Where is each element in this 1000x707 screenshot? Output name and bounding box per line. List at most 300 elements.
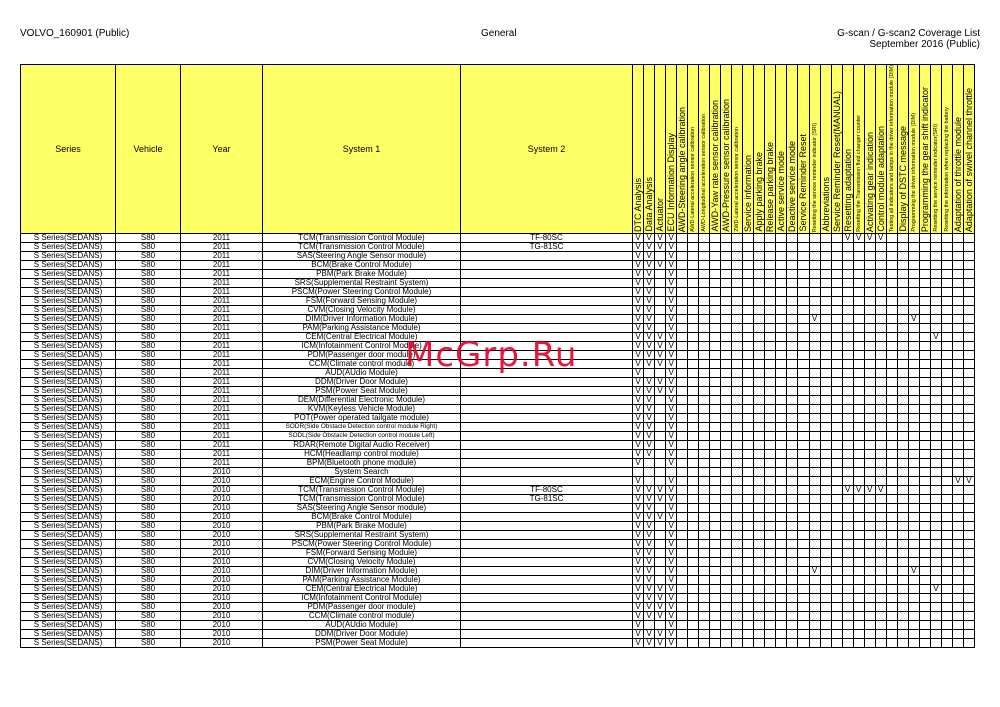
support-cell-empty [798,260,809,269]
support-cell-empty [787,629,798,638]
cell-system1: PBM(Park Brake Module) [263,521,461,530]
table-row [21,602,975,611]
support-cell-empty [677,458,688,467]
support-cell-empty [688,287,699,296]
support-cell-empty [897,251,908,260]
support-check-mark: V [666,557,677,566]
support-cell-empty [710,332,721,341]
support-check-mark: V [666,413,677,422]
support-cell-empty [754,377,765,386]
support-cell-empty [886,629,897,638]
support-check-mark: V [644,269,655,278]
support-cell-empty [908,521,919,530]
support-cell-empty [754,305,765,314]
support-check-mark: V [633,638,644,647]
support-cell-empty [941,404,952,413]
support-cell-empty [765,305,776,314]
support-check-mark: V [666,593,677,602]
support-cell-empty [710,251,721,260]
support-cell-empty [930,593,941,602]
support-cell-empty [963,422,974,431]
cell-system2 [461,467,633,476]
support-cell-empty [798,620,809,629]
support-cell-empty [853,377,864,386]
support-cell-empty [875,386,886,395]
cell-year: 2011 [181,260,263,269]
cell-year: 2010 [181,557,263,566]
cell-system2 [461,548,633,557]
support-cell-empty [732,620,743,629]
support-cell-empty [743,404,754,413]
support-cell-empty [952,611,963,620]
support-cell-empty [710,368,721,377]
support-cell-empty [853,422,864,431]
support-cell-empty [963,494,974,503]
support-check-mark: V [666,296,677,305]
support-cell-empty [897,458,908,467]
cell-year: 2010 [181,629,263,638]
cell-series: S Series(SEDANS) [21,575,116,584]
support-check-mark: V [666,323,677,332]
support-check-mark: V [666,305,677,314]
support-check-mark: V [666,566,677,575]
support-cell-empty [930,476,941,485]
support-cell-empty [710,593,721,602]
support-cell-empty [809,269,820,278]
support-cell-empty [743,575,754,584]
support-cell-empty [842,341,853,350]
support-cell-empty [952,314,963,323]
support-cell-empty [908,638,919,647]
cell-system1: PBM(Park Brake Module) [263,269,461,278]
cell-system2 [461,260,633,269]
col-header-function-label: ECU Information Display [666,133,677,232]
table-row [21,332,975,341]
cell-system2 [461,350,633,359]
support-cell-empty [853,269,864,278]
support-cell-empty [699,296,710,305]
support-cell-empty [721,359,732,368]
cell-series: S Series(SEDANS) [21,260,116,269]
support-cell-empty [787,467,798,476]
col-header-function [963,65,974,234]
support-cell-empty [897,359,908,368]
support-cell-empty [721,377,732,386]
support-cell-empty [743,395,754,404]
support-cell-empty [820,620,831,629]
support-cell-empty [688,539,699,548]
support-cell-empty [952,332,963,341]
cell-system2 [461,359,633,368]
support-cell-empty [721,557,732,566]
cell-year: 2011 [181,341,263,350]
support-cell-empty [765,494,776,503]
support-cell-empty [963,359,974,368]
support-cell-empty [798,269,809,278]
support-cell-empty [897,269,908,278]
support-cell-empty [809,332,820,341]
cell-vehicle: S80 [116,602,181,611]
support-cell-empty [677,386,688,395]
cell-series: S Series(SEDANS) [21,449,116,458]
support-cell-empty [732,377,743,386]
cell-vehicle: S80 [116,359,181,368]
col-header-function [842,65,853,234]
support-check-mark: V [644,485,655,494]
support-cell-empty [941,638,952,647]
support-cell-empty [842,467,853,476]
col-header-function-label: Programming the gear shift indicator [919,86,930,232]
col-header-function-label: Service Reminder Reset(MANUAL) [831,90,842,232]
support-cell-empty [776,395,787,404]
support-cell-empty [721,314,732,323]
support-cell-empty [688,476,699,485]
cell-system2 [461,593,633,602]
support-cell-empty [941,350,952,359]
support-cell-empty [732,395,743,404]
support-cell-empty [820,305,831,314]
support-cell-empty [919,287,930,296]
cell-year: 2010 [181,611,263,620]
col-header-function-label: Abbreviations [820,177,831,232]
support-check-mark: V [644,539,655,548]
support-cell-empty [952,242,963,251]
support-cell-empty [710,458,721,467]
support-cell-empty [743,314,754,323]
support-cell-empty [732,368,743,377]
table-row [21,593,975,602]
support-cell-empty [754,350,765,359]
support-cell-empty [820,512,831,521]
support-cell-empty [809,278,820,287]
support-cell-empty [710,476,721,485]
support-cell-empty [963,467,974,476]
support-cell-empty [688,584,699,593]
support-cell-empty [688,395,699,404]
table-row [21,287,975,296]
support-cell-empty [765,584,776,593]
support-cell-empty [809,584,820,593]
support-cell-empty [875,584,886,593]
support-cell-empty [908,359,919,368]
cell-vehicle: S80 [116,233,181,242]
support-cell-empty [655,620,666,629]
support-cell-empty [941,395,952,404]
support-cell-empty [765,278,776,287]
support-check-mark: V [666,548,677,557]
support-cell-empty [655,521,666,530]
support-cell-empty [842,593,853,602]
support-cell-empty [963,260,974,269]
cell-vehicle: S80 [116,521,181,530]
support-check-mark: V [633,485,644,494]
support-cell-empty [919,521,930,530]
support-cell-empty [765,512,776,521]
support-cell-empty [941,521,952,530]
support-cell-empty [853,359,864,368]
support-cell-empty [809,233,820,242]
support-cell-empty [842,251,853,260]
support-check-mark: V [666,242,677,251]
col-header-function [732,65,743,234]
support-cell-empty [919,242,930,251]
support-cell-empty [776,233,787,242]
support-cell-empty [842,350,853,359]
support-cell-empty [699,377,710,386]
support-cell-empty [776,404,787,413]
support-cell-empty [886,575,897,584]
support-cell-empty [963,341,974,350]
cell-series: S Series(SEDANS) [21,395,116,404]
col-header-function [633,65,644,234]
support-cell-empty [644,368,655,377]
support-cell-empty [765,638,776,647]
col-header-function [765,65,776,234]
support-cell-empty [754,440,765,449]
support-check-mark: V [644,296,655,305]
col-header-function-label: Apply parking brake [754,152,765,232]
support-check-mark: V [655,242,666,251]
support-cell-empty [743,494,754,503]
support-check-mark: V [666,395,677,404]
col-header-function [688,65,699,234]
support-cell-empty [798,314,809,323]
support-cell-empty [765,602,776,611]
support-check-mark: V [655,233,666,242]
support-cell-empty [919,611,930,620]
support-cell-empty [842,395,853,404]
support-cell-empty [754,575,765,584]
support-cell-empty [776,611,787,620]
support-cell-empty [941,269,952,278]
support-cell-empty [853,611,864,620]
support-cell-empty [754,323,765,332]
support-cell-empty [831,494,842,503]
table-row [21,638,975,647]
support-cell-empty [963,413,974,422]
support-check-mark: V [666,638,677,647]
support-cell-empty [754,431,765,440]
support-cell-empty [809,341,820,350]
col-header-function-label: Display of DSTC message [897,126,908,232]
support-cell-empty [963,449,974,458]
support-check-mark: V [633,602,644,611]
support-cell-empty [765,404,776,413]
support-cell-empty [952,350,963,359]
support-cell-empty [809,350,820,359]
support-cell-empty [710,557,721,566]
support-cell-empty [754,611,765,620]
support-cell-empty [699,548,710,557]
support-cell-empty [963,458,974,467]
support-cell-empty [908,404,919,413]
support-cell-empty [941,449,952,458]
support-cell-empty [930,620,941,629]
support-cell-empty [721,305,732,314]
support-cell-empty [743,638,754,647]
col-header-function [930,65,941,234]
cell-vehicle: S80 [116,584,181,593]
support-cell-empty [919,449,930,458]
table-row [21,341,975,350]
support-cell-empty [655,503,666,512]
support-cell-empty [765,593,776,602]
support-cell-empty [820,503,831,512]
col-header-function [864,65,875,234]
support-cell-empty [919,386,930,395]
support-cell-empty [820,260,831,269]
support-cell-empty [688,242,699,251]
support-cell-empty [952,269,963,278]
support-cell-empty [941,341,952,350]
support-cell-empty [919,404,930,413]
support-cell-empty [677,611,688,620]
col-header-year: Year [181,65,263,234]
support-cell-empty [886,395,897,404]
support-cell-empty [655,476,666,485]
col-header-function-label: Service Reminder Reset [798,134,809,232]
cell-series: S Series(SEDANS) [21,584,116,593]
col-header-function-label: Testing all indicators and lamps in the driver information module (DIM) [888,65,895,232]
support-cell-empty [853,530,864,539]
support-cell-empty [864,422,875,431]
support-cell-empty [721,350,732,359]
col-header-system2: System 2 [461,65,633,234]
support-cell-empty [864,512,875,521]
support-cell-empty [930,602,941,611]
support-cell-empty [721,584,732,593]
table-row [21,494,975,503]
support-check-mark: V [644,251,655,260]
support-cell-empty [809,485,820,494]
support-cell-empty [754,314,765,323]
support-cell-empty [809,521,820,530]
support-cell-empty [655,305,666,314]
support-cell-empty [710,467,721,476]
support-cell-empty [754,332,765,341]
cell-year: 2011 [181,359,263,368]
support-check-mark: V [655,629,666,638]
cell-system1: PSM(Power Seat Module) [263,638,461,647]
support-cell-empty [941,386,952,395]
support-cell-empty [820,368,831,377]
cell-system2 [461,269,633,278]
cell-system2 [461,422,633,431]
support-check-mark: V [655,485,666,494]
support-cell-empty [688,449,699,458]
support-cell-empty [963,611,974,620]
support-cell-empty [809,575,820,584]
support-cell-empty [886,278,897,287]
support-check-mark: V [633,476,644,485]
support-cell-empty [787,611,798,620]
support-cell-empty [831,332,842,341]
support-cell-empty [941,305,952,314]
support-cell-empty [710,260,721,269]
support-cell-empty [831,440,842,449]
support-cell-empty [875,575,886,584]
support-cell-empty [853,584,864,593]
support-cell-empty [930,341,941,350]
col-header-function [919,65,930,234]
support-cell-empty [754,629,765,638]
support-cell-empty [798,359,809,368]
support-cell-empty [963,566,974,575]
cell-series: S Series(SEDANS) [21,602,116,611]
support-cell-empty [809,260,820,269]
support-cell-empty [875,323,886,332]
support-cell-empty [864,305,875,314]
col-header-function-label: AWD-Longitudinal acceleration sensor calibration [701,114,708,232]
support-cell-empty [875,278,886,287]
cell-system1: CEM(Central Electrical Module) [263,584,461,593]
support-cell-empty [897,503,908,512]
cell-system2 [461,251,633,260]
support-cell-empty [754,404,765,413]
cell-series: S Series(SEDANS) [21,341,116,350]
support-cell-empty [688,440,699,449]
support-cell-empty [776,467,787,476]
support-cell-empty [897,485,908,494]
support-cell-empty [897,449,908,458]
support-cell-empty [875,512,886,521]
support-cell-empty [919,440,930,449]
support-cell-empty [853,323,864,332]
support-check-mark: V [633,305,644,314]
support-cell-empty [853,494,864,503]
support-cell-empty [787,314,798,323]
support-cell-empty [677,377,688,386]
support-cell-empty [853,413,864,422]
cell-series: S Series(SEDANS) [21,593,116,602]
col-header-function-label: Resetting the service reminder indicator(SRI) [932,124,939,232]
support-cell-empty [677,260,688,269]
support-cell-empty [941,548,952,557]
support-cell-empty [798,404,809,413]
support-cell-empty [787,359,798,368]
support-cell-empty [963,386,974,395]
support-cell-empty [864,611,875,620]
support-cell-empty [831,611,842,620]
support-cell-empty [732,557,743,566]
support-cell-empty [952,629,963,638]
support-cell-empty [655,404,666,413]
support-cell-empty [919,638,930,647]
support-cell-empty [710,530,721,539]
support-cell-empty [732,422,743,431]
table-row [21,422,975,431]
support-cell-empty [677,629,688,638]
support-cell-empty [699,413,710,422]
support-cell-empty [798,296,809,305]
support-check-mark: V [633,350,644,359]
support-cell-empty [776,269,787,278]
support-cell-empty [853,368,864,377]
table-row [21,476,975,485]
support-cell-empty [765,629,776,638]
support-check-mark: V [644,566,655,575]
support-cell-empty [919,296,930,305]
support-cell-empty [842,332,853,341]
support-cell-empty [941,233,952,242]
cell-system2 [461,503,633,512]
support-cell-empty [842,602,853,611]
support-cell-empty [721,620,732,629]
support-cell-empty [655,530,666,539]
support-cell-empty [787,431,798,440]
cell-system1: HCM(Headlamp control module) [263,449,461,458]
support-cell-empty [732,341,743,350]
